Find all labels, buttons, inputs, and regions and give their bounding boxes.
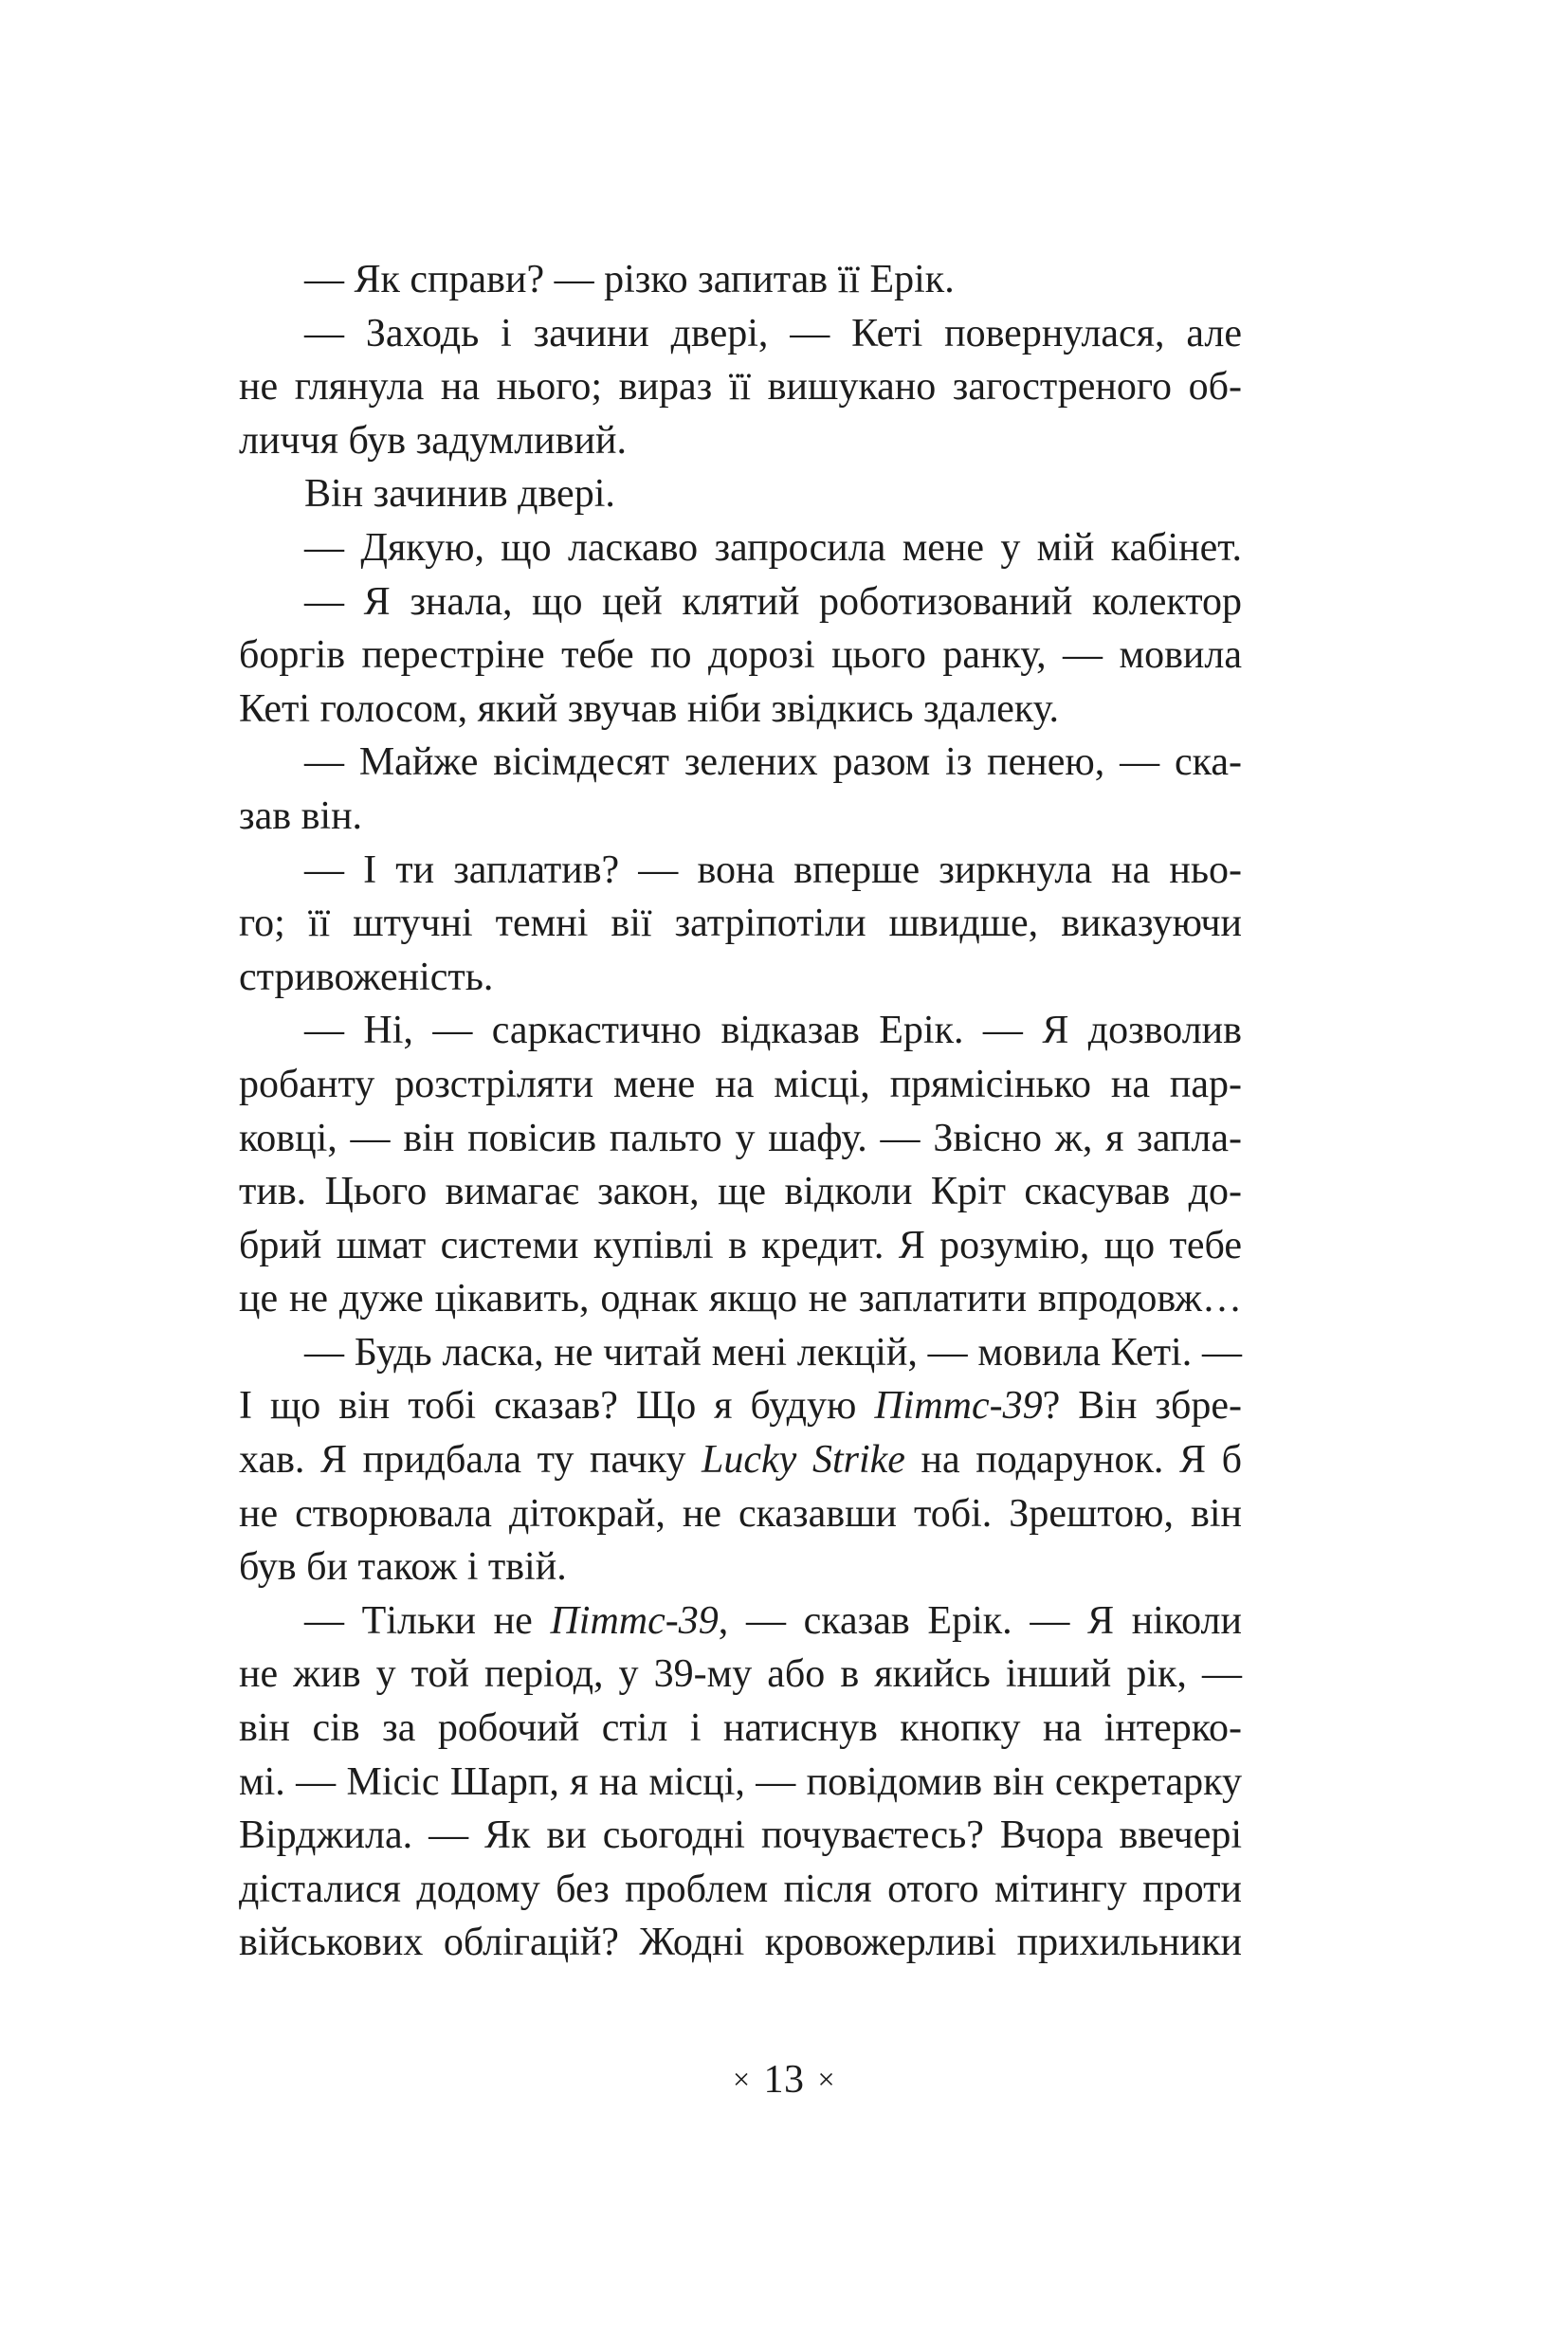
text-segment: ковці, — він повісив пальто у шафу. — Звісно ж, я запла- [239, 1116, 1242, 1160]
text-segment: тив. Цього вимагає закон, ще відколи Кріт скасував до- [239, 1170, 1242, 1214]
text-segment: був би також і твій. [239, 1545, 567, 1590]
text-segment: Він зачинив двері. [304, 472, 615, 517]
text-segment: го; її штучні темні вії затріпотіли швидше, виказуючи [239, 902, 1242, 946]
text-line [239, 1004, 1242, 1058]
text-segment: ? Він збре- [1042, 1384, 1242, 1429]
text-line [239, 575, 1242, 629]
text-segment: , — сказав Ерік. — Я ніколи [718, 1598, 1242, 1643]
text-line [239, 521, 1242, 575]
text-line [239, 790, 1242, 844]
text-segment: боргів перестріне тебе по дорозі цього ранку, — мовила [239, 633, 1242, 678]
text-line [239, 844, 1242, 898]
text-line [239, 1058, 1242, 1112]
folio-ornament-left: × [732, 2062, 751, 2096]
text-segment: дісталися додому без проблем після отого мітингу проти [239, 1867, 1242, 1911]
text-segment: не створювала дітокрай, не сказавши тобі. Зрештою, він [239, 1491, 1242, 1536]
italic-title: Піттс-39 [550, 1598, 719, 1643]
text-segment: хав. Я придбала ту пачку [239, 1438, 702, 1483]
text-line [239, 1916, 1242, 1970]
text-line [239, 253, 1242, 307]
text-segment: — Як справи? — різко запитав її Ерік. [304, 258, 955, 301]
text-line [239, 1648, 1242, 1702]
text-line [239, 360, 1242, 414]
text-line [239, 1326, 1242, 1380]
text-line [239, 1272, 1242, 1326]
text-segment: І що він тобі сказав? Що я будую [239, 1384, 875, 1429]
text-line [239, 897, 1242, 951]
text-segment: — Дякую, що ласкаво запросила мене у мій кабінет. [304, 525, 1242, 570]
text-segment: на подарунок. Я б [904, 1438, 1243, 1483]
text-line [239, 1594, 1242, 1649]
italic-title: Lucky Strike [702, 1438, 905, 1483]
text-line [239, 414, 1242, 468]
text-segment: личчя був задумливий. [239, 418, 627, 463]
text-segment: — Заходь і зачини двері, — Кеті повернулася, але [304, 311, 1242, 355]
text-segment: — Будь ласка, не читай мені лекцій, — мовила Кеті. — [304, 1330, 1242, 1375]
text-line [239, 467, 1242, 521]
folio-ornament-right: × [817, 2062, 836, 2096]
text-segment: брий шмат системи купівлі в кредит. Я розумію, що тебе [239, 1223, 1242, 1267]
italic-title: Піттс-39 [874, 1384, 1043, 1429]
text-line [239, 683, 1242, 737]
text-segment: не глянула на нього; вираз її вишукано загостреного об- [239, 365, 1242, 410]
text-line [239, 1756, 1242, 1810]
text-line [239, 1165, 1242, 1219]
text-segment: Кеті голосом, який звучав ніби звідкись здалеку. [239, 686, 1059, 731]
text-segment: не жив у той період, у 39-му або в якийсь інший рік, — [239, 1652, 1242, 1697]
text-line [239, 951, 1242, 1005]
text-segment: це не дуже цікавить, однак якщо не заплатити впродовж… [239, 1277, 1242, 1321]
text-segment: — Майже вісімдесят зелених разом із пенею, — ска- [304, 740, 1242, 785]
text-line [239, 1809, 1242, 1863]
text-segment: мі. — Місіс Шарп, я на місці, — повідомив він секретарку [239, 1759, 1242, 1804]
text-line [239, 1112, 1242, 1166]
text-segment: — Ні, — саркастично відказав Ерік. — Я дозволив [304, 1009, 1242, 1053]
text-segment: — Тільки не [304, 1598, 551, 1643]
text-line [239, 1487, 1242, 1541]
text-segment: він сів за робочий стіл і натиснув кнопку на інтерко- [239, 1706, 1242, 1751]
text-segment: військових облігацій? Жодні кровожерливі прихильники [239, 1921, 1242, 1965]
text-line [239, 628, 1242, 683]
text-segment: — І ти заплатив? — вона вперше зиркнула на ньо- [304, 847, 1242, 892]
text-line [239, 1219, 1242, 1273]
text-line [239, 1433, 1242, 1487]
text-line [239, 1379, 1242, 1433]
text-segment: Вірджила. — Як ви сьогодні почуваєтесь? Вчора ввечері [239, 1813, 1242, 1858]
text-segment: зав він. [239, 793, 363, 838]
text-line [239, 1702, 1242, 1756]
page-number-value: 13 [763, 2058, 805, 2102]
text-line [239, 307, 1242, 361]
text-segment: — Я знала, що цей клятий роботизований колектор [304, 579, 1242, 624]
text-segment: стривоженість. [239, 955, 494, 999]
page-number [0, 2057, 1568, 2103]
body-text [239, 253, 1242, 1970]
text-line [239, 1863, 1242, 1917]
text-line [239, 736, 1242, 790]
text-segment: робанту розстріляти мене на місці, прямісінько на пар- [239, 1062, 1242, 1106]
text-line [239, 1540, 1242, 1594]
